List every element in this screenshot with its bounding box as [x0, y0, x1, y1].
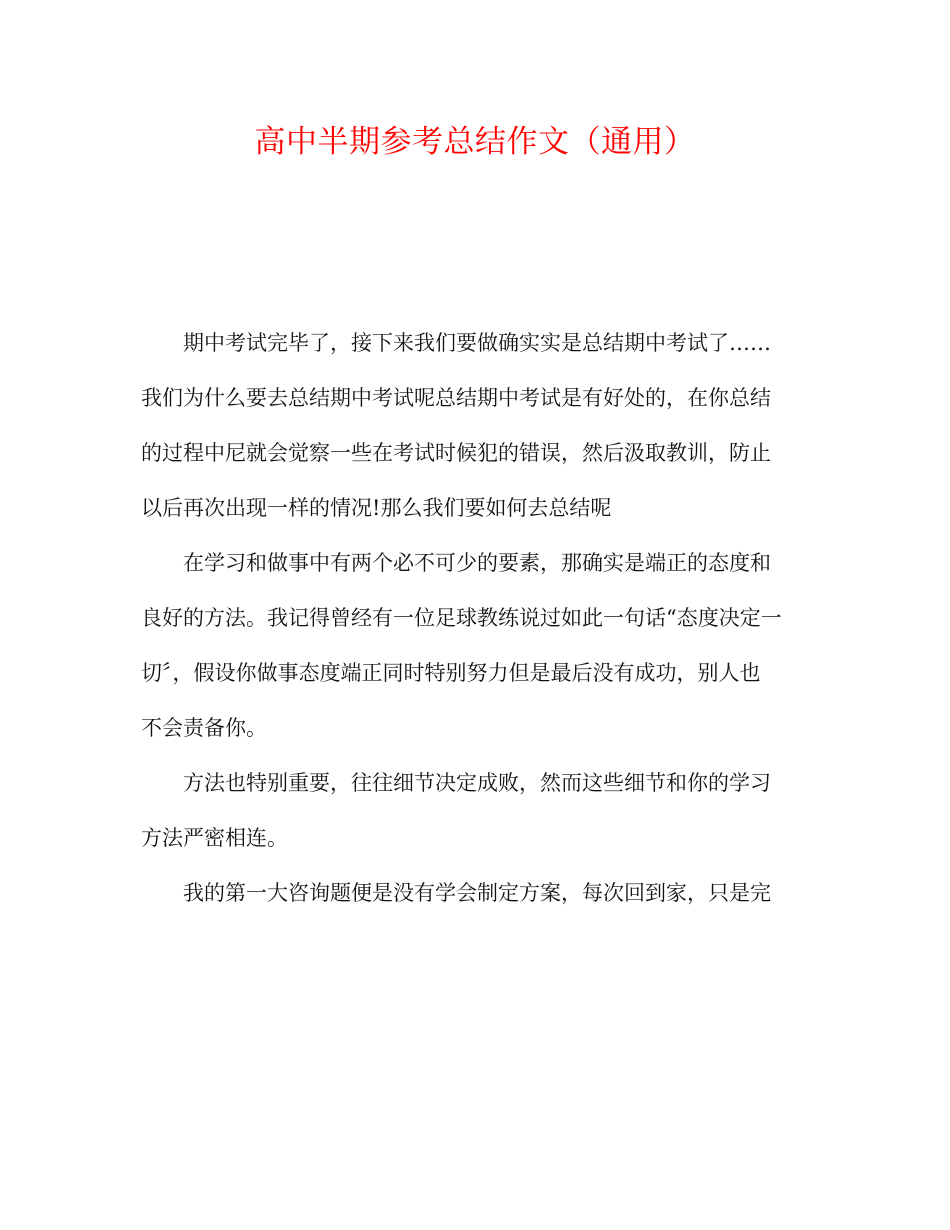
paragraph-line: 期中考试完毕了，接下来我们要做确实实是总结期中考试了…… [183, 331, 771, 355]
paragraph-1 [141, 316, 801, 536]
paragraph-line: 不会责备你。 [141, 716, 267, 740]
document-body [141, 316, 801, 921]
paragraph-3 [141, 756, 801, 866]
paragraph-line: 在学习和做事中有两个必不可少的要素，那确实是端正的态度和 [183, 551, 771, 575]
paragraph-line: 切〞，假设你做事态度端正同时特别努力但是最后没有成功，别人也 [141, 661, 761, 685]
paragraph-line: 方法严密相连。 [141, 826, 288, 850]
paragraph-line: 以后再次出现一样的情况!那么我们要如何去总结呢 [141, 496, 612, 520]
document-title: 高中半期参考总结作文（通用） [254, 124, 696, 160]
paragraph-line: 的过程中尼就会觉察一些在考试时候犯的错误，然后汲取教训，防止 [141, 441, 771, 465]
paragraph-4 [141, 866, 801, 921]
paragraph-line: 方法也特别重要，往往细节决定成败，然而这些细节和你的学习 [183, 771, 771, 795]
paragraph-line: 良好的方法。我记得曾经有一位足球教练说过如此一句话“态度决定一 [141, 606, 782, 630]
paragraph-line: 我们为什么要去总结期中考试呢总结期中考试是有好处的，在你总结 [141, 386, 771, 410]
paragraph-line: 我的第一大咨询题便是没有学会制定方案，每次回到家，只是完 [183, 881, 771, 905]
paragraph-2 [141, 536, 801, 756]
